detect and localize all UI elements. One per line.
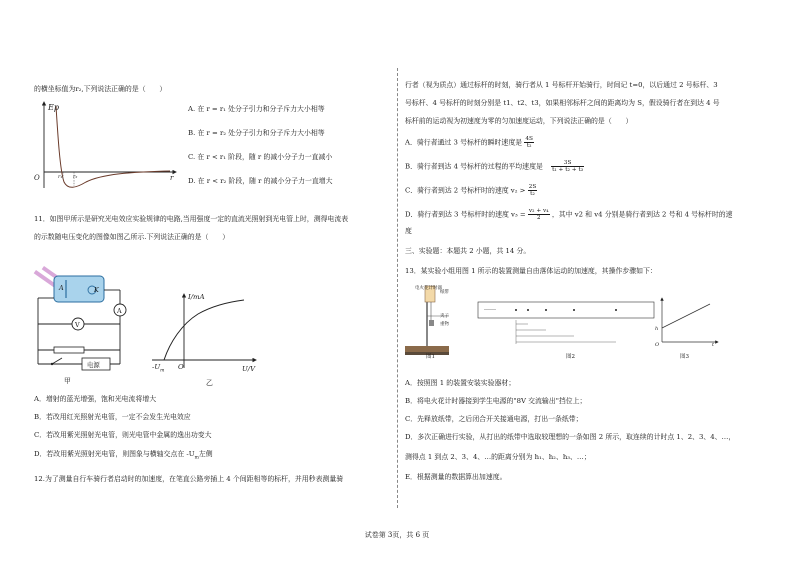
q13-step-a: A．按照图 1 的装置安装实验器材；	[405, 379, 516, 387]
q12-cont-line1: 行者（视为质点）通过标杆的时刻，骑行者从 1 号标杆开始骑行，时间记 t=0，以后通过 2 号标杆、3	[405, 81, 718, 89]
q11-stem-line1: 11．如图甲所示是研究光电效应实验规律的电路,当用强度一定的直流光照射到光电管上时，测得电流表	[34, 215, 349, 223]
iv-y-label: I/mA	[188, 293, 205, 301]
q11-option-c: C．若改用紫光照射光电管，则光电管中金属的逸出功变大	[34, 431, 212, 439]
r-axis-label: r	[170, 174, 174, 182]
q13-step-e: E．根据测量的数据算出加速度。	[405, 473, 507, 481]
iv-caption: 乙	[206, 379, 213, 387]
anode-A-label: A	[59, 284, 64, 292]
q10-option-b: B. 在 r = r₂ 处分子引力和分子斥力大小相等	[188, 129, 325, 137]
fig1-timer-label: 电火花计时器	[415, 286, 442, 291]
q11-stem-line2: 的示数随电压变化的图像如图乙所示.下列说法正确的是（ ）	[34, 233, 230, 241]
q12-stem: 12.为了测量自行车骑行者启动时的加速度，在笔直公路旁插上 4 个间距相等的标杆，并用秒表测量骑	[34, 475, 344, 483]
q13-step-d-cont: 测得点 1 到点 2、3、4、…的距离分别为 h₁、h₂、h₃、…；	[405, 453, 591, 461]
q11-option-d: D．若改用紫光照射光电管，则图象与横轴交点在 $-U_m$左侧	[34, 450, 213, 461]
fig3-t-label: t	[712, 342, 715, 348]
q13-step-b: B．将电火花计时器接到学生电源的"8V 交流输出"挡位上；	[405, 397, 587, 405]
fig3-caption: 图3	[680, 354, 689, 360]
voltmeter-label: V	[75, 321, 80, 329]
iv-x-label: U/V	[242, 365, 256, 373]
photoelectric-circuit	[34, 250, 130, 376]
fig1-paper-label: 纸带	[440, 290, 449, 295]
q12-cont-line3: 标杆前的运动视为初速度为零的匀加速度运动，下列说法正确的是（ ）	[405, 117, 633, 125]
page-footer: 试卷第 3页，共 6 页	[364, 531, 430, 539]
r1-label: r₁	[58, 174, 63, 180]
fig3-h-t-graph	[656, 294, 720, 350]
q12-option-b: B．骑行者到达 4 号标杆的过程的平均速度是 $\frac{3S}{\text{t₁ + t₂ + t₃}}$	[405, 160, 584, 173]
origin-label: O	[34, 174, 40, 182]
q12-option-a: A．骑行者通过 3 号标杆的瞬时速度是 $\frac{4S}{\text{t₂}}$	[405, 136, 533, 149]
fig1-clip-label: 夹子	[440, 314, 449, 319]
i-u-graph	[148, 290, 258, 370]
cathode-K-label: K	[94, 286, 99, 294]
ep-r-graph	[30, 98, 180, 190]
power-source-label: 电源	[87, 361, 100, 369]
ammeter-label: A	[117, 307, 122, 315]
q13-step-c: C．先释放纸带，之后闭合开关接通电源，打出一条纸带；	[405, 415, 583, 423]
q12-option-c: C．骑行者到达 2 号标杆时的速度 v₂ > $\frac{2S}{\text{t₂}}$	[405, 184, 537, 197]
q10-option-c: C. 在 r < r₁ 阶段，随 r 的减小分子力一直减小	[188, 153, 333, 161]
q12-option-d-tail: 度	[405, 227, 412, 235]
fig2-dots: ……	[484, 305, 496, 312]
q10-option-a: A. 在 r = r₁ 处分子引力和分子斥力大小相等	[188, 105, 325, 113]
q10-option-d: D. 在 r < r₂ 阶段，随 r 的减小分子力一直增大	[188, 177, 333, 185]
iv-neg-u-label: $-U_m$	[152, 363, 165, 374]
section-3-heading: 三、实验题：本题共 2 小题，共 14 分。	[405, 247, 531, 255]
q10-stem: 的横坐标值为r₂,下列说法正确的是（ ）	[34, 85, 167, 93]
fig3-h-label: h	[655, 326, 659, 332]
q12-option-d: D．骑行者到达 3 号标杆时的速度 v₃ = $\frac{\text{v₂ + v₄}}{2}$ ，其中 v2 和 v4 分别是骑行者到达 2 号和 4 号标杆时的速	[405, 208, 733, 221]
q12-cont-line2: 号标杆、4 号标杆的时刻分别是 t1、t2、t3，如果相邻标杆之间的距离均为 S，假设骑行者在到达 4 号	[405, 99, 720, 107]
fig2-caption: 图2	[566, 354, 575, 360]
fig3-origin-label: O	[655, 342, 660, 348]
ep-axis-label: Ep	[48, 103, 59, 112]
fig1-apparatus	[403, 282, 473, 356]
r2-label: r₂	[73, 174, 78, 180]
fig2-paper-tape	[476, 296, 659, 348]
q11-option-b: B．若改用红光照射光电管，一定不会发生光电效应	[34, 413, 191, 421]
q11-option-a: A．增射的蓝光增强，饱和光电流将增大	[34, 395, 157, 403]
q13-step-d: D．多次正确进行实验，从打出的纸带中选取较理想的一条如图 2 所示，取连续的计时点 1、2、3、4、…，	[405, 433, 736, 441]
q13-stem: 13．某实验小组用图 1 所示的装置测量自由落体运动的加速度，其操作步骤如下：	[405, 267, 657, 275]
column-divider	[397, 68, 398, 508]
iv-origin-label: O	[178, 363, 184, 371]
circuit-caption: 甲	[64, 377, 71, 385]
fig1-weight-label: 重物	[440, 322, 449, 327]
fig1-caption: 图1	[426, 354, 435, 360]
